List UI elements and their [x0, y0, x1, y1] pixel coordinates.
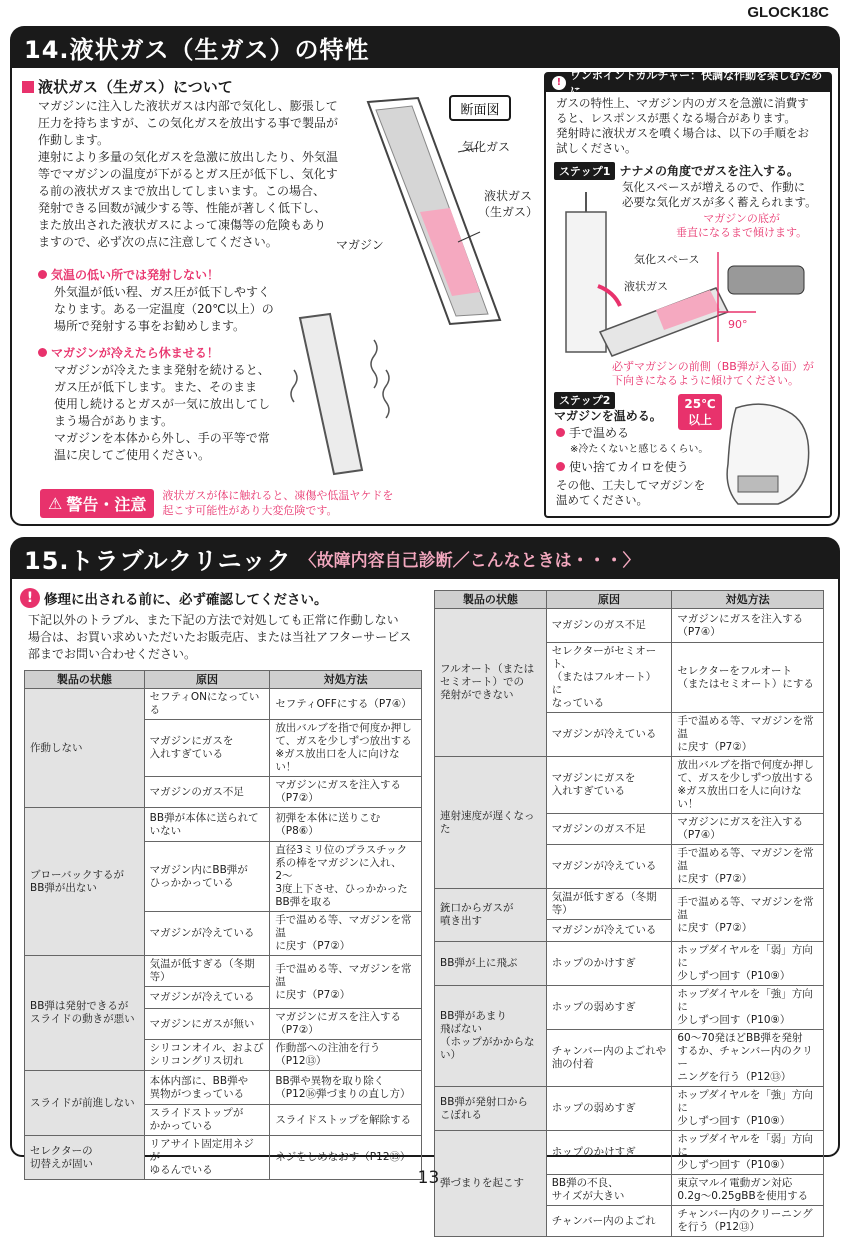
onepoint-intro: [556, 96, 826, 156]
angle-label: 90°: [728, 318, 748, 331]
warning-triangle-icon: ⚠: [48, 493, 63, 513]
trouble-table-right: [434, 590, 824, 1237]
model-name: GLOCK18C: [747, 4, 829, 21]
step1-illustration: [560, 192, 826, 362]
table-row: [25, 1071, 422, 1105]
fix-cell: 手で温める等、マガジンを常温 に戻す（P7②）: [270, 912, 422, 956]
fix-cell: ホップダイヤルを「弱」方向に 少しずつ回す（P10⑨）: [672, 942, 824, 986]
fig-vapor-label: 気化スペース: [634, 253, 700, 266]
diagram-vapor-label: 気化ガス: [462, 140, 511, 154]
state-cell: 弾づまりを起こす: [435, 1131, 547, 1237]
cause-cell: マガジンにガスを 入れすぎている: [546, 757, 672, 814]
cause-cell: マガジンにガスが無い: [144, 1009, 270, 1040]
cause-cell: ホップの弱めすぎ: [546, 1087, 672, 1131]
text-line: ガスの特性上、マガジン内のガスを急激に消費す: [556, 96, 809, 110]
table-row: [435, 609, 824, 643]
table-header: 製品の状態: [435, 591, 547, 609]
fix-cell: 直径3ミリ位のプラスチック 系の棒をマガジンに入れ、2〜 3度上下させ、ひっかかった BB弾を取る: [270, 842, 422, 912]
fix-cell: マガジンにガスを注入する （P7②）: [270, 777, 422, 808]
text-line: 温に戻してご使用ください。: [54, 448, 211, 462]
onepoint-header: ! ワンポイントカルチャー：快調な作動を楽しむために: [546, 74, 830, 92]
step2-heading: ステップ2 マガジンを温める。: [554, 394, 662, 423]
cause-cell: チャンバー内のよごれや 油の付着: [546, 1030, 672, 1087]
state-cell: BB弾が上に飛ぶ: [435, 942, 547, 986]
note-rest-title: マガジンが冷えたら休ませる！: [38, 344, 219, 361]
text-line: 作動します。: [38, 133, 110, 147]
table-row: [435, 757, 824, 814]
table-row: [25, 689, 422, 720]
cause-cell: 気温が低すぎる（冬期等）: [546, 889, 672, 920]
cause-cell: BB弾が本体に送られて いない: [144, 808, 270, 842]
fix-cell: 作動部への注油を行う （P12⑬）: [270, 1040, 422, 1071]
state-cell: BB弾は発射できるが スライドの動きが悪い: [25, 956, 145, 1071]
text-line: マガジンの底が: [703, 212, 780, 225]
fix-cell: セフティOFFにする（P7④）: [270, 689, 422, 720]
cold-magazine-illustration: [290, 310, 400, 480]
cause-cell: マガジンが冷えている: [546, 920, 672, 942]
text-line: 必要な気化ガスが多く蓄えられます。: [622, 195, 817, 209]
cause-cell: リアサイト固定用ネジが ゆるんでいる: [144, 1136, 270, 1180]
section15-title: 15.トラブルクリニック: [24, 546, 292, 575]
text-line: 下向きになるように傾けてください。: [612, 374, 799, 387]
cause-cell: マガジンが冷えている: [144, 987, 270, 1009]
diagram-label: 断面図: [460, 103, 500, 118]
table-header: 対処方法: [672, 591, 824, 609]
cause-cell: セフティONになっている: [144, 689, 270, 720]
note-rest-text: [54, 362, 324, 464]
state-cell: スライドが前進しない: [25, 1071, 145, 1136]
text-line: マガジンが冷えたまま発射を続けると、: [54, 363, 270, 377]
step1-heading: ステップ1 ナナメの角度でガスを注入する。: [554, 162, 799, 180]
fix-cell: ホップダイヤルを「弱」方向に 少しずつ回す（P10⑨）: [672, 1131, 824, 1175]
text-line: マガジンに注入した液状ガスは内部で気化し、膨張して: [38, 99, 338, 113]
trouble-table-left: [24, 670, 422, 1180]
fix-cell: チャンバー内のクリーニング を行う（P12⑬）: [672, 1206, 824, 1237]
section14-subhead: 液状ガス（生ガス）について: [22, 76, 233, 97]
cause-cell: セレクターがセミオート、 （またはフルオート）に なっている: [546, 643, 672, 713]
fix-cell: スライドストップを解除する: [270, 1105, 422, 1136]
cause-cell: チャンバー内のよごれ: [546, 1206, 672, 1237]
text-line: ガス圧が低下します。また、そのまま: [54, 380, 258, 394]
text-line: 必ずマガジンの前側（BB弾が入る面）が: [612, 360, 814, 373]
text-line: 発射時に液状ガスを噴く場合は、以下の手順をお: [556, 126, 809, 140]
fix-cell: 放出バルブを指で何度か押し て、ガスを少しずつ放出する ※ガス放出口を人に向けない！: [672, 757, 824, 814]
step2-other: [556, 478, 726, 508]
cause-cell: マガジンのガス不足: [546, 814, 672, 845]
cause-cell: スライドストップが かかっている: [144, 1105, 270, 1136]
warning-text: [162, 488, 393, 518]
fix-cell: BB弾や異物を取り除く （P12⑯弾づまりの直し方）: [270, 1071, 422, 1105]
cause-cell: マガジンが冷えている: [546, 845, 672, 889]
warning-box: [40, 488, 393, 518]
state-cell: フルオート（または セミオート）での 発射ができない: [435, 609, 547, 757]
step1-caution: [612, 360, 814, 388]
table-header: 原因: [546, 591, 672, 609]
hand-warming-illustration: [716, 396, 828, 506]
fix-cell: マガジンにガスを注入する（P7②）: [270, 1009, 422, 1040]
table-header: 製品の状態: [25, 671, 145, 689]
cause-cell: マガジンのガス不足: [546, 609, 672, 643]
temperature-badge: 25℃ 以上: [678, 394, 722, 430]
cause-cell: 気温が低すぎる（冬期等）: [144, 956, 270, 987]
fix-cell: マガジンにガスを注入する （P7④）: [672, 609, 824, 643]
section15-intro: [28, 612, 428, 663]
cause-cell: マガジンが冷えている: [144, 912, 270, 956]
text-line: 垂直になるまで傾けます。: [676, 226, 808, 239]
text-line: 温めてください。: [556, 493, 648, 507]
section15-subtitle: 〈故障内容自己診断／こんなときは・・・〉: [299, 550, 640, 571]
text-line: 連射により多量の気化ガスを急激に放出したり、外気温: [38, 150, 339, 164]
cause-cell: ホップの弱めすぎ: [546, 986, 672, 1030]
note-cold-title: 気温の低い所では発射しない！: [38, 266, 219, 283]
step2-hand: 手で温める ※冷たくないと感じるくらい。: [556, 426, 708, 457]
text-line: また放出された液状ガスによって凍傷等の危険もあり: [38, 218, 327, 232]
state-cell: BB弾が発射口から こぼれる: [435, 1087, 547, 1131]
state-cell: ブローバックするが BB弾が出ない: [25, 808, 145, 956]
state-cell: BB弾があまり 飛ばない （ホップがかからない）: [435, 986, 547, 1087]
table-row: [435, 986, 824, 1030]
cause-cell: BB弾の不良、 サイズが大きい: [546, 1175, 672, 1206]
fix-cell: 手で温める等、マガジンを常温 に戻す（P7②）: [672, 845, 824, 889]
table-row: [435, 1087, 824, 1131]
fix-cell: 放出バルブを指で何度か押し て、ガスを少しずつ放出する ※ガス放出口を人に向けない！: [270, 720, 422, 777]
text-line: まう場合があります。: [54, 414, 174, 428]
page-number: 13: [417, 1168, 440, 1188]
fix-cell: ホップダイヤルを「強」方向に 少しずつ回す（P10⑨）: [672, 1087, 824, 1131]
section15-alert: ! 修理に出される前に、必ず確認してください。: [20, 588, 328, 608]
bullet-icon: [38, 348, 47, 357]
state-cell: 銃口からガスが 噴き出す: [435, 889, 547, 942]
state-cell: 作動しない: [25, 689, 145, 808]
table-row: [25, 956, 422, 987]
cause-cell: マガジンのガス不足: [144, 777, 270, 808]
table-row: [25, 808, 422, 842]
text-line: 外気温が低い程、ガス圧が低下しやすく: [54, 285, 271, 299]
fix-cell: 初弾を本体に送りこむ （P8⑥）: [270, 808, 422, 842]
cause-cell: ホップのかけすぎ: [546, 942, 672, 986]
step2-kairo: 使い捨てカイロを使う: [556, 458, 689, 475]
text-line: 圧力を持ちますが、この気化ガスを放出する事で製品が: [38, 116, 339, 130]
section14-paragraph: [38, 98, 358, 251]
table-row: [435, 942, 824, 986]
diagram-liquid-label: 液状ガス （生ガス）: [478, 189, 539, 219]
cause-cell: 本体内部に、BB弾や 異物がつまっている: [144, 1071, 270, 1105]
state-cell: セレクターの 切替えが固い: [25, 1136, 145, 1180]
text-line: 部までお問い合わせください。: [28, 647, 197, 661]
fix-cell: 東京マルイ電動ガン対応 0.2g〜0.25gBBを使用する: [672, 1175, 824, 1206]
exclamation-icon: !: [552, 76, 566, 90]
exclamation-icon: !: [20, 588, 40, 608]
text-line: 使用し続けるとガスが一気に放出してし: [54, 397, 271, 411]
fix-cell: セレクターをフルオート （またはセミオート）にする: [672, 643, 824, 713]
bullet-icon: [38, 270, 47, 279]
state-cell: 連射速度が遅くなった: [435, 757, 547, 889]
section14-header: [10, 26, 840, 68]
fix-cell: ネジをしめなおす（P12⑬）: [270, 1136, 422, 1180]
fix-cell: 手で温める等、マガジンを常温 に戻す（P7②）: [672, 713, 824, 757]
text-line: 場所で発射する事をお勧めします。: [54, 319, 246, 333]
text-line: 試しください。: [556, 141, 637, 155]
fix-cell: 手で温める等、マガジンを常温 に戻す（P7②）: [672, 889, 824, 942]
text-line: なります。ある一定温度（20℃以上）の: [54, 302, 274, 316]
fix-cell: 60〜70発ほどBB弾を発射 するか、チャンバー内のクリー ニングを行う（P12⑬）: [672, 1030, 824, 1087]
text-line: 場合は、お買い求めいただいたお販売店、または当社アフターサービス: [28, 630, 412, 644]
fig-liquid-label: 液状ガス: [624, 280, 668, 293]
fix-cell: マガジンにガスを注入する （P7④）: [672, 814, 824, 845]
table-row: [435, 889, 824, 920]
text-line: 下記以外のトラブル、また下記の方法で対処しても正常に作動しない: [28, 613, 399, 627]
section15-header: [10, 537, 840, 579]
cause-cell: マガジンが冷えている: [546, 713, 672, 757]
text-line: 起こす可能性があり大変危険です。: [162, 504, 338, 517]
cause-cell: ホップのかけすぎ: [546, 1131, 672, 1175]
text-line: ますので、必ず次の点に注意してください。: [38, 235, 278, 249]
text-line: る前の液状ガスまで放出してしまいます。この場合、: [38, 184, 326, 198]
diagram-magazine-label: マガジン: [336, 238, 384, 252]
text-line: その他、工夫してマガジンを: [556, 478, 706, 492]
section14-title: 14.液状ガス（生ガス）の特性: [24, 35, 370, 64]
text-line: 気化スペースが増えるので、作動に: [622, 180, 806, 194]
table-header: 原因: [144, 671, 270, 689]
table-header: 対処方法: [270, 671, 422, 689]
note-cold-text: [54, 284, 324, 335]
warning-badge: ⚠ 警告・注意: [40, 489, 154, 518]
cause-cell: マガジンにガスを 入れすぎている: [144, 720, 270, 777]
fix-cell: ホップダイヤルを「強」方向に 少しずつ回す（P10⑨）: [672, 986, 824, 1030]
text-line: 発射できる回数が減少する等、性能が著しく低下し、: [38, 201, 327, 215]
text-line: 等でマガジンの温度が下がるとガス圧が低下し、気化す: [38, 167, 338, 181]
fix-cell: 手で温める等、マガジンを常温 に戻す（P7②）: [270, 956, 422, 1009]
cause-cell: マガジン内にBB弾が ひっかかっている: [144, 842, 270, 912]
text-line: 液状ガスが体に触れると、凍傷や低温ヤケドを: [162, 489, 394, 502]
text-line: マガジンを本体から外し、手の平等で常: [54, 431, 270, 445]
cause-cell: シリコンオイル、および シリコングリス切れ: [144, 1040, 270, 1071]
square-icon: [22, 81, 34, 93]
text-line: ると、レスポンスが悪くなる場合があります。: [556, 111, 796, 125]
